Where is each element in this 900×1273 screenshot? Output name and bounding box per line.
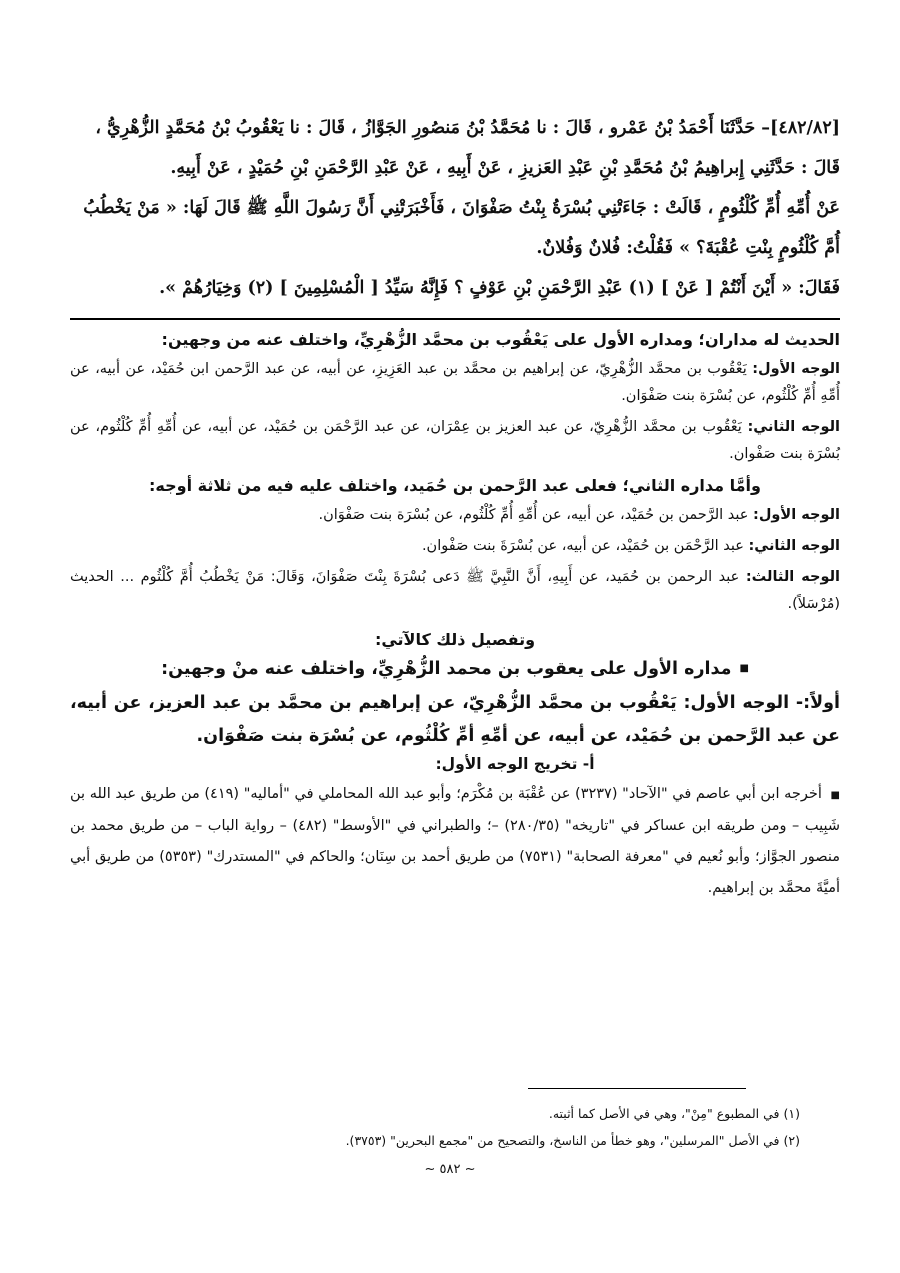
- detail-heading: وتفصيل ذلك كالآتي:: [374, 630, 536, 649]
- face-text: عبد الرحمن بن حُمَيد، عن أَبِيهِ، أَنَّ النَّبِيَّ ﷺ دَعى بُسْرَةَ بِنْتَ صَفْوَانَ، وَقَالَ: مَنْ يَخْطُبُ أُمَّ كُلْثُوم ... الحديث (مُرْسَلاً).: [70, 569, 840, 612]
- face-paragraph: [70, 502, 840, 529]
- first-face-label: أولاً:- الوجه الأول:: [683, 693, 841, 713]
- takhrij-heading: أ- تخريج الوجه الأول:: [435, 755, 595, 773]
- first-face-paragraph: [70, 687, 840, 753]
- footnote: (١) في المطبوع "مِنْ"، وهي في الأصل كما أثبته.: [548, 1106, 800, 1121]
- hadith-text: [70, 108, 840, 308]
- madar-one-text: مداره الأول على يعقوب بن محمد الزُّهْرِيِّ، واختلف عنه منْ وجهين:: [161, 659, 732, 679]
- hadith-line: عَنْ أُمِّهِ أُمِّ كُلْثُومٍ ، قَالَتْ : جَاءَتْنِي بُسْرَةُ بِنْتُ صَفْوَانَ ، فَأَخْبَرَتْنِي أَنَّ رَسُولَ اللَّهِ ﷺ قَالَ لَهَا: « مَنْ يَخْطُبُ: [83, 198, 840, 218]
- footnotes: [70, 1100, 800, 1154]
- madar-one-heading: [70, 653, 840, 685]
- face-text: عبد الرَّحمن بن حُمَيْد، عن أبيه، عن أُمِّهِ أُمِّ كُلْثُوم، عن بُسْرَة بنت صَفْوَان.: [318, 507, 749, 523]
- footnote-divider: [528, 1088, 746, 1089]
- face-paragraph: [70, 356, 840, 410]
- takhrij-text: أخرجه ابن أبي عاصم في "الآحاد" (٣٢٣٧) عن عُقْبَة بن مُكْرَم؛ وأبو عبد الله المحاملي في "أماليه" (٤١٩) من طريق عبد الله بن شَبِيب – ومن طريقه ابن عساكر في "تاريخه" (٢٨٠/٣٥) –؛ والطبراني في "الأوسط" (٤٨٢) – رواية الباب – من طريق محمد بن منصور الجوَّاز؛ وأبو نُعيم في "معرفة الصحابة" (٧٥٣١) من طريق أحمد بن سِنَان؛ والحاكم في "المستدرك" (٥٣٥٣) من طريق أبي أميَّةَ محمَّد بن إبراهيم.: [70, 786, 841, 896]
- face-label: الوجه الثاني:: [747, 419, 841, 435]
- page-number: ~ ٥٨٢ ~: [424, 1162, 476, 1177]
- face-text: يَعْقُوب بن محمَّد الزُّهْرِيّ، عن إبراهيم بن محمَّد بن عبد العَزِيزِ، عن أبيه، عن عبد الرَّحمن ابن حُمَيْد، عن أبيه، عن أُمِّهِ أُمِّ كُلْثُوم، عن بُسْرَة بنت صَفْوَان.: [70, 361, 840, 404]
- face-label: الوجه الأول:: [753, 507, 840, 523]
- hadith-line: فَقَالَ: « أَيْنَ أَنْتُمْ [ عَنْ ] (١) عَبْدِ الرَّحْمَنِ بْنِ عَوْفٍ ؟ فَإِنَّهُ سَيِّدُ [ الْمُسْلِمِينَ ] (٢) وَخِيَارُهُمْ ».: [159, 278, 840, 298]
- face-label: الوجه الثاني:: [748, 538, 840, 554]
- square-bullet-icon: ■: [830, 790, 841, 801]
- face-label: الوجه الثالث:: [745, 569, 840, 585]
- face-paragraph: [70, 414, 840, 468]
- madar-heading: الحديث له مداران؛ ومداره الأول على يَعْقُوب بن محمَّد الزُّهْرِيِّ، واختلف عنه من وجهين:: [161, 330, 840, 349]
- face-paragraph: [70, 533, 840, 560]
- footnote: (٢) في الأصل "المرسلين"، وهو خطأ من الناسخ، والتصحيح من "مجمع البحرين" (٣٧٥٣).: [345, 1133, 800, 1148]
- hadith-line: أُمَّ كُلْثُومٍ بِنْتِ عُقْبَةَ؟ » فَقُلْتُ: فُلانٌ وَفُلانٌ.: [536, 238, 840, 258]
- square-bullet-icon: ■: [739, 663, 749, 674]
- hadith-line: قَالَ : حَدَّثَنِي إِبراهِيمُ بْنُ مُحَمَّدِ بْنِ عَبْدِ العَزيزِ ، عَنْ أَبِيهِ ، عَنْ عَبْدِ الرَّحْمَنِ بْنِ حُمَيْدٍ ، عَنْ أَبِيهِ.: [170, 158, 840, 178]
- section-divider: [70, 318, 840, 320]
- page-body: [70, 108, 840, 904]
- madar-heading: وأمَّا مداره الثاني؛ فعلى عبد الرَّحمن بن حُمَيد، واختلف عليه فيه من ثلاثة أوجه:: [149, 476, 761, 495]
- face-text: عبد الرَّحْمَن بن حُمَيْد، عن أبيه، عن بُسْرَةَ بنت صَفْوان.: [421, 538, 744, 554]
- takhrij-paragraph: [70, 779, 840, 904]
- face-paragraph: [70, 564, 840, 618]
- face-text: يَعْقُوب بن محمَّد الزُّهْرِيّ، عن عبد العزيز بن عِمْرَان، عن عبد الرَّحْمَن بن حُمَيْد، عن أبيه، عن أُمِّهِ أُمِّ كُلْثُوم، عن بُسْرَة بنت صَفْوان.: [70, 419, 840, 462]
- face-label: الوجه الأول:: [752, 361, 840, 377]
- hadith-line: [٤٨٢/٨٢]– حَدَّثَنَا أَحْمَدُ بْنُ عَمْرو ، قَالَ : نا مُحَمَّدُ بْنُ مَنصُورِ الجَوَّازُ ، قَالَ : نا يَعْقُوبُ بْنُ مُحَمَّدٍ الزُّهْرِيُّ ،: [95, 118, 840, 138]
- first-face-text: يَعْقُوب بن محمَّد الزُّهْرِيّ، عن إبراهيم بن محمَّد بن عبد العزيز، عن أبيه، عن عبد الرَّحمن بن حُمَيْد، عن أبيه، عن أمِّهِ أمِّ كُلْثُوم، عن بُسْرَة بنت صَفْوَان.: [70, 693, 840, 746]
